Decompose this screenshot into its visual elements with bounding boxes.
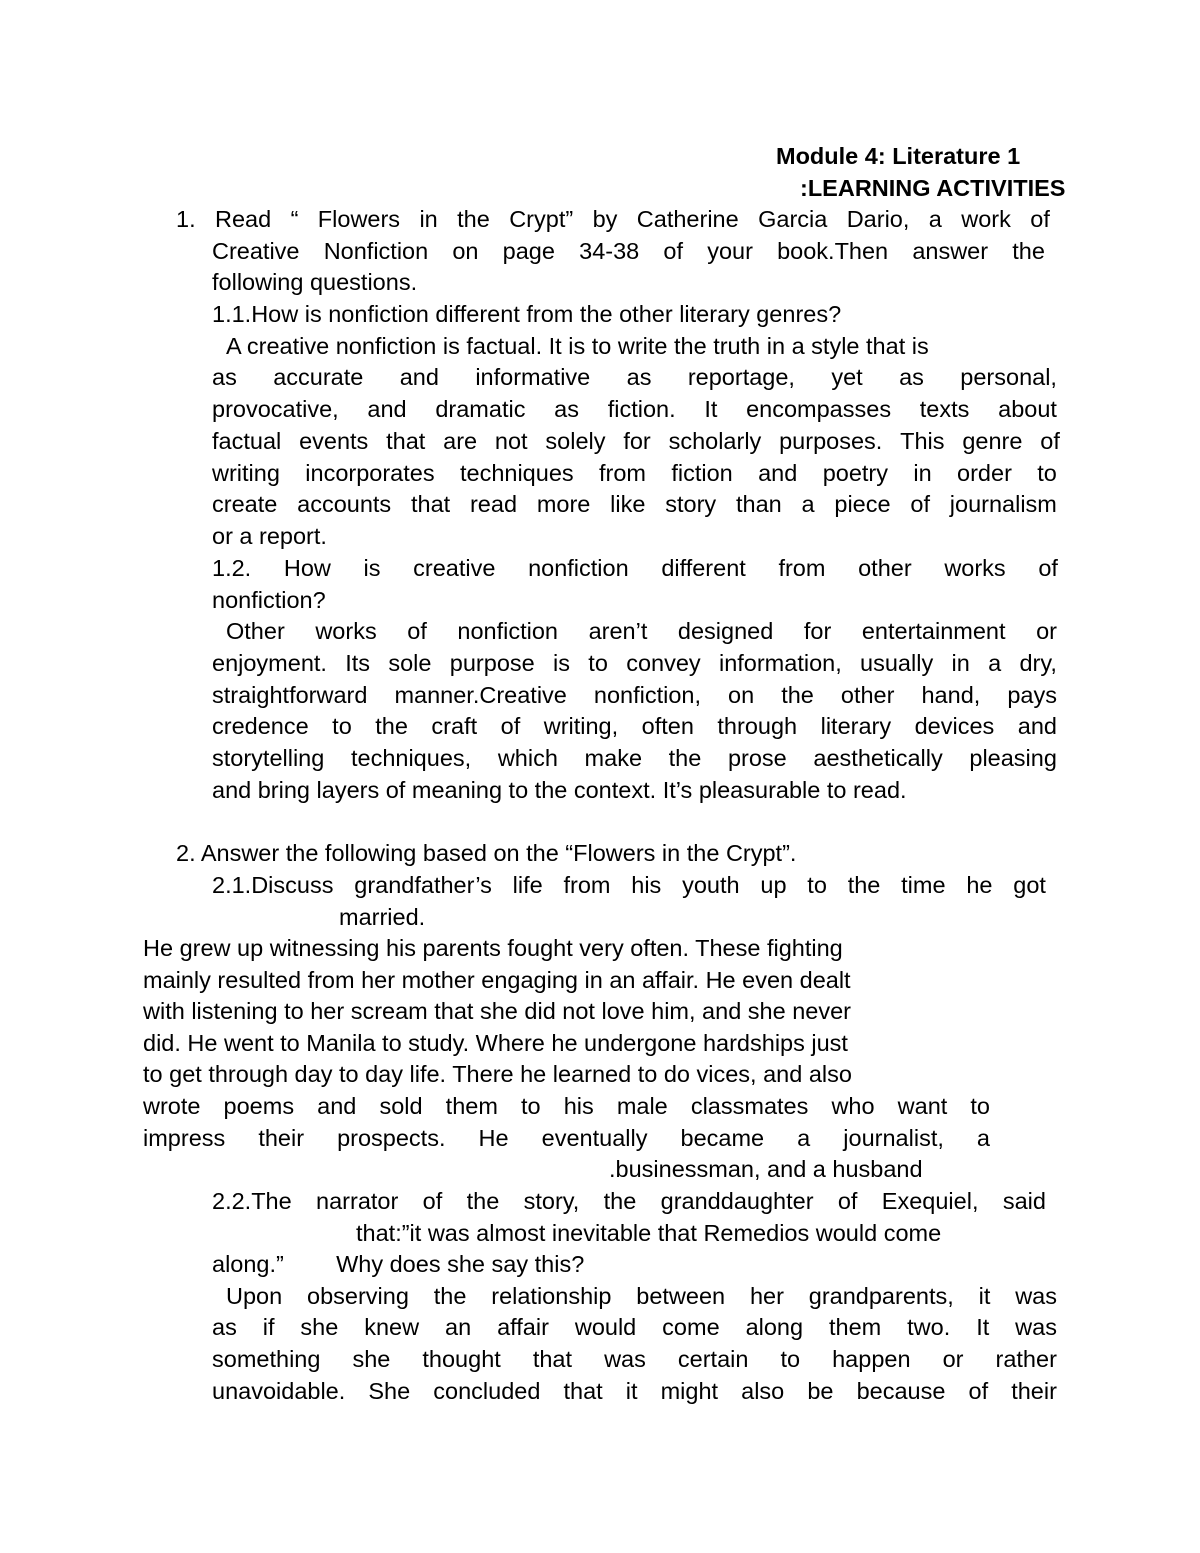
- word: or: [1036, 618, 1057, 644]
- word: from: [778, 555, 826, 581]
- word: dry,: [1019, 650, 1057, 676]
- word: information,: [718, 650, 842, 676]
- word: to: [780, 1346, 801, 1372]
- word: designed: [677, 618, 774, 644]
- word: she: [352, 1346, 391, 1372]
- word: certain: [677, 1346, 749, 1372]
- word: by: [592, 206, 618, 232]
- word: them: [445, 1093, 498, 1119]
- word: Other: [226, 618, 285, 644]
- answer-2-2-line-1: [226, 1281, 1057, 1313]
- word: techniques: [459, 460, 574, 486]
- word: usually: [860, 650, 934, 676]
- word: work: [961, 206, 1011, 232]
- word: Upon: [226, 1283, 283, 1309]
- word: she: [300, 1314, 339, 1340]
- word: his: [631, 872, 662, 898]
- word: of: [422, 1188, 443, 1214]
- word: life: [512, 872, 543, 898]
- word: their: [1011, 1378, 1057, 1404]
- word: craft: [431, 713, 478, 739]
- word: it: [625, 1378, 638, 1404]
- word: his: [563, 1093, 594, 1119]
- word: aesthetically: [813, 745, 943, 771]
- word: wrote: [143, 1093, 201, 1119]
- word: fiction: [671, 460, 733, 486]
- word: might: [660, 1378, 719, 1404]
- word: “: [290, 206, 299, 232]
- answer-1-1-line-2: [212, 362, 1057, 394]
- word: credence: [212, 713, 309, 739]
- word: manner.Creative: [394, 682, 567, 708]
- word: who: [831, 1093, 875, 1119]
- word: as: [626, 364, 652, 390]
- word: book.Then: [777, 238, 889, 264]
- question-2-2-line-2: that:”it was almost inevitable that Remedios would come: [356, 1220, 942, 1246]
- word: want: [897, 1093, 948, 1119]
- word: or: [942, 1346, 964, 1372]
- word: and: [399, 364, 439, 390]
- word: writing: [212, 460, 280, 486]
- word: nonfiction: [457, 618, 559, 644]
- word: prose: [727, 745, 787, 771]
- answer-1-1-line-7: or a report.: [212, 523, 327, 549]
- word: Nonfiction: [323, 238, 429, 264]
- word: the: [433, 1283, 467, 1309]
- word: in: [913, 460, 932, 486]
- word: 1.: [176, 206, 196, 232]
- answer-1-2-line-3: [212, 680, 1057, 712]
- word: 2.1.Discuss: [212, 872, 334, 898]
- word: their: [258, 1125, 305, 1151]
- word: Crypt”: [509, 206, 574, 232]
- word: relationship: [491, 1283, 612, 1309]
- word: She: [368, 1378, 411, 1404]
- word: and: [367, 396, 407, 422]
- answer-2-1-line-2: mainly resulted from her mother engaging in an affair. He even dealt: [143, 967, 851, 993]
- section-heading: :LEARNING ACTIVITIES: [800, 175, 1066, 201]
- word: purpose: [449, 650, 535, 676]
- word: it: [978, 1283, 991, 1309]
- word: story: [665, 491, 717, 517]
- word: the: [847, 872, 881, 898]
- word: It: [976, 1314, 990, 1340]
- word: read: [469, 491, 518, 517]
- answer-1-1-line-5: [212, 458, 1057, 490]
- item-1-line-3: following questions.: [212, 269, 418, 295]
- word: of: [1030, 206, 1050, 232]
- word: along: [745, 1314, 804, 1340]
- answer-2-1-line-7: [143, 1123, 990, 1155]
- answer-1-1-line-4: [212, 426, 1060, 458]
- word: to: [332, 713, 352, 739]
- word: poems: [223, 1093, 295, 1119]
- word: because: [856, 1378, 946, 1404]
- word: encompasses: [746, 396, 892, 422]
- answer-2-2-line-2: [212, 1312, 1057, 1344]
- word: up: [760, 872, 787, 898]
- word: pays: [1007, 682, 1057, 708]
- word: entertainment: [861, 618, 1006, 644]
- answer-1-1-line-3: [212, 394, 1057, 426]
- word: Garcia: [758, 206, 828, 232]
- word: from: [599, 460, 646, 486]
- word: convey: [626, 650, 701, 676]
- answer-1-2-line-6: and bring layers of meaning to the context. It’s pleasurable to read.: [212, 777, 907, 803]
- word: 34-38: [579, 238, 640, 264]
- word: he: [966, 872, 993, 898]
- word: in: [951, 650, 970, 676]
- word: writing,: [543, 713, 619, 739]
- word: fiction.: [607, 396, 676, 422]
- word: unavoidable.: [212, 1378, 346, 1404]
- word: was: [1015, 1314, 1057, 1340]
- answer-1-2-line-2: [212, 648, 1057, 680]
- answer-2-1-line-6: [143, 1091, 990, 1123]
- word: prospects.: [337, 1125, 446, 1151]
- word: impress: [143, 1125, 226, 1151]
- word: How: [283, 555, 331, 581]
- question-2-1-line-2: married.: [339, 904, 426, 930]
- word: them: [828, 1314, 882, 1340]
- word: informative: [475, 364, 591, 390]
- word: the: [668, 745, 702, 771]
- word: is: [363, 555, 381, 581]
- answer-2-2-line-4: [212, 1376, 1057, 1408]
- word: concluded: [433, 1378, 541, 1404]
- question-2-2-line-1: [212, 1186, 1046, 1218]
- word: other: [858, 555, 912, 581]
- question-1-2-line-2: nonfiction?: [212, 587, 326, 613]
- word: observing: [307, 1283, 409, 1309]
- word: Catherine: [636, 206, 739, 232]
- word: Read: [215, 206, 272, 232]
- word: story,: [523, 1188, 580, 1214]
- word: accurate: [273, 364, 364, 390]
- word: happen: [832, 1346, 911, 1372]
- word: scholarly: [668, 428, 762, 454]
- word: her: [749, 1283, 784, 1309]
- word: affair: [497, 1314, 549, 1340]
- word: youth: [682, 872, 740, 898]
- question-1-1: 1.1.How is nonfiction different from the other literary genres?: [212, 301, 842, 327]
- word: storytelling: [212, 745, 325, 771]
- word: Flowers: [317, 206, 401, 232]
- word: and: [1017, 713, 1057, 739]
- word: straightforward: [212, 682, 368, 708]
- word: events: [299, 428, 369, 454]
- answer-2-2-line-3: [212, 1344, 1057, 1376]
- module-title: Module 4: Literature 1: [776, 143, 1021, 169]
- word: texts: [919, 396, 970, 422]
- answer-1-2-line-5: [212, 743, 1057, 775]
- answer-1-2-line-4: [212, 711, 1057, 743]
- word: male: [616, 1093, 668, 1119]
- word: to: [588, 650, 608, 676]
- word: different: [661, 555, 746, 581]
- word: of: [910, 491, 930, 517]
- word: a: [988, 650, 1002, 676]
- word: works: [315, 618, 377, 644]
- word: of: [1040, 428, 1060, 454]
- word: poetry: [822, 460, 889, 486]
- word: works: [944, 555, 1006, 581]
- word: for: [623, 428, 651, 454]
- word: thought: [422, 1346, 501, 1372]
- word: and: [317, 1093, 357, 1119]
- word: Its: [345, 650, 371, 676]
- word: an: [445, 1314, 472, 1340]
- word: that: [410, 491, 451, 517]
- word: journalism: [949, 491, 1057, 517]
- word: enjoyment.: [212, 650, 327, 676]
- word: as: [212, 364, 237, 390]
- word: the: [375, 713, 408, 739]
- word: of: [1038, 555, 1058, 581]
- answer-2-1-line-8: .businessman, and a husband: [609, 1156, 923, 1182]
- word: from: [563, 872, 611, 898]
- word: for: [803, 618, 832, 644]
- word: create: [212, 491, 278, 517]
- question-2-1-line-1: [212, 870, 1046, 902]
- word: would: [574, 1314, 637, 1340]
- word: provocative,: [212, 396, 339, 422]
- word: order: [957, 460, 1012, 486]
- word: got: [1013, 872, 1046, 898]
- word: grandfather’s: [354, 872, 492, 898]
- answer-1-1-line-1: A creative nonfiction is factual. It is to write the truth in a style that is: [226, 333, 929, 359]
- word: like: [610, 491, 646, 517]
- word: in: [419, 206, 438, 232]
- word: not: [494, 428, 528, 454]
- word: was: [604, 1346, 646, 1372]
- answer-2-1-line-3: with listening to her scream that she did not love him, and she never: [143, 998, 851, 1024]
- word: to: [970, 1093, 990, 1119]
- word: It: [704, 396, 718, 422]
- word: of: [837, 1188, 858, 1214]
- word: a: [928, 206, 942, 232]
- word: 1.2.: [212, 555, 252, 581]
- word: two.: [907, 1314, 951, 1340]
- word: Dario,: [846, 206, 910, 232]
- word: the: [603, 1188, 637, 1214]
- word: to: [521, 1093, 541, 1119]
- word: yet: [831, 364, 863, 390]
- question-1-2-line-1: [212, 553, 1058, 585]
- word: a: [797, 1125, 811, 1151]
- word: became: [680, 1125, 765, 1151]
- word: also: [741, 1378, 785, 1404]
- word: the: [457, 206, 490, 232]
- word: of: [407, 618, 427, 644]
- word: nonfiction: [528, 555, 629, 581]
- word: on: [452, 238, 479, 264]
- word: and: [758, 460, 798, 486]
- word: a: [976, 1125, 990, 1151]
- word: journalist,: [843, 1125, 944, 1151]
- word: 2.2.The: [212, 1188, 292, 1214]
- word: eventually: [541, 1125, 648, 1151]
- word: about: [998, 396, 1057, 422]
- word: a: [801, 491, 815, 517]
- word: He: [478, 1125, 509, 1151]
- word: hand,: [921, 682, 981, 708]
- word: to: [807, 872, 827, 898]
- word: other: [840, 682, 895, 708]
- word: literary: [820, 713, 892, 739]
- word: genre: [962, 428, 1023, 454]
- word: more: [536, 491, 591, 517]
- word: personal,: [960, 364, 1057, 390]
- word: pleasing: [969, 745, 1057, 771]
- word: solely: [545, 428, 606, 454]
- item-2-line: 2. Answer the following based on the “Flowers in the Crypt”.: [176, 840, 797, 866]
- word: nonfiction,: [593, 682, 702, 708]
- word: answer: [912, 238, 989, 264]
- word: grandparents,: [808, 1283, 954, 1309]
- word: time: [901, 872, 946, 898]
- word: to: [1037, 460, 1057, 486]
- word: factual: [212, 428, 282, 454]
- answer-1-2-line-1: [226, 616, 1057, 648]
- word: said: [1002, 1188, 1046, 1214]
- word: reportage,: [687, 364, 795, 390]
- word: than: [735, 491, 782, 517]
- word: sole: [388, 650, 432, 676]
- word: devices: [914, 713, 995, 739]
- word: through: [717, 713, 798, 739]
- word: that: [386, 428, 426, 454]
- word: page: [502, 238, 555, 264]
- word: aren’t: [588, 618, 648, 644]
- word: come: [662, 1314, 720, 1340]
- word: on: [728, 682, 755, 708]
- word: of: [500, 713, 521, 739]
- word: as: [554, 396, 579, 422]
- word: often: [641, 713, 694, 739]
- word: be: [807, 1378, 834, 1404]
- word: of: [968, 1378, 989, 1404]
- word: the: [781, 682, 814, 708]
- word: that: [532, 1346, 573, 1372]
- word: classmates: [690, 1093, 809, 1119]
- word: Creative: [212, 238, 300, 264]
- word: creative: [413, 555, 496, 581]
- word: incorporates: [305, 460, 435, 486]
- word: accounts: [297, 491, 392, 517]
- word: knew: [364, 1314, 420, 1340]
- word: dramatic: [435, 396, 526, 422]
- word: between: [636, 1283, 726, 1309]
- word: techniques,: [350, 745, 472, 771]
- answer-2-1-line-1: He grew up witnessing his parents fought very often. These fighting: [143, 935, 843, 961]
- word: piece: [834, 491, 891, 517]
- word: narrator: [316, 1188, 399, 1214]
- word: is: [553, 650, 570, 676]
- item-1-line-1: [176, 204, 1050, 236]
- word: make: [584, 745, 643, 771]
- answer-2-1-line-5: to get through day to day life. There he learned to do vices, and also: [143, 1061, 852, 1087]
- question-2-2-line-3: along.” Why does she say this?: [212, 1251, 585, 1277]
- word: purposes.: [779, 428, 883, 454]
- word: granddaughter: [660, 1188, 814, 1214]
- word: are: [443, 428, 478, 454]
- word: Exequiel,: [881, 1188, 979, 1214]
- answer-1-1-line-6: [212, 489, 1057, 521]
- item-1-line-2: [212, 236, 1045, 268]
- word: rather: [995, 1346, 1057, 1372]
- word: as: [212, 1314, 237, 1340]
- answer-2-1-line-4: did. He went to Manila to study. Where he undergone hardships just: [143, 1030, 848, 1056]
- word: was: [1015, 1283, 1057, 1309]
- word: something: [212, 1346, 321, 1372]
- word: if: [262, 1314, 275, 1340]
- word: of: [663, 238, 684, 264]
- word: This: [900, 428, 945, 454]
- word: that: [563, 1378, 603, 1404]
- word: which: [497, 745, 558, 771]
- word: the: [1012, 238, 1045, 264]
- word: as: [899, 364, 924, 390]
- word: the: [466, 1188, 500, 1214]
- word: your: [707, 238, 753, 264]
- word: sold: [379, 1093, 423, 1119]
